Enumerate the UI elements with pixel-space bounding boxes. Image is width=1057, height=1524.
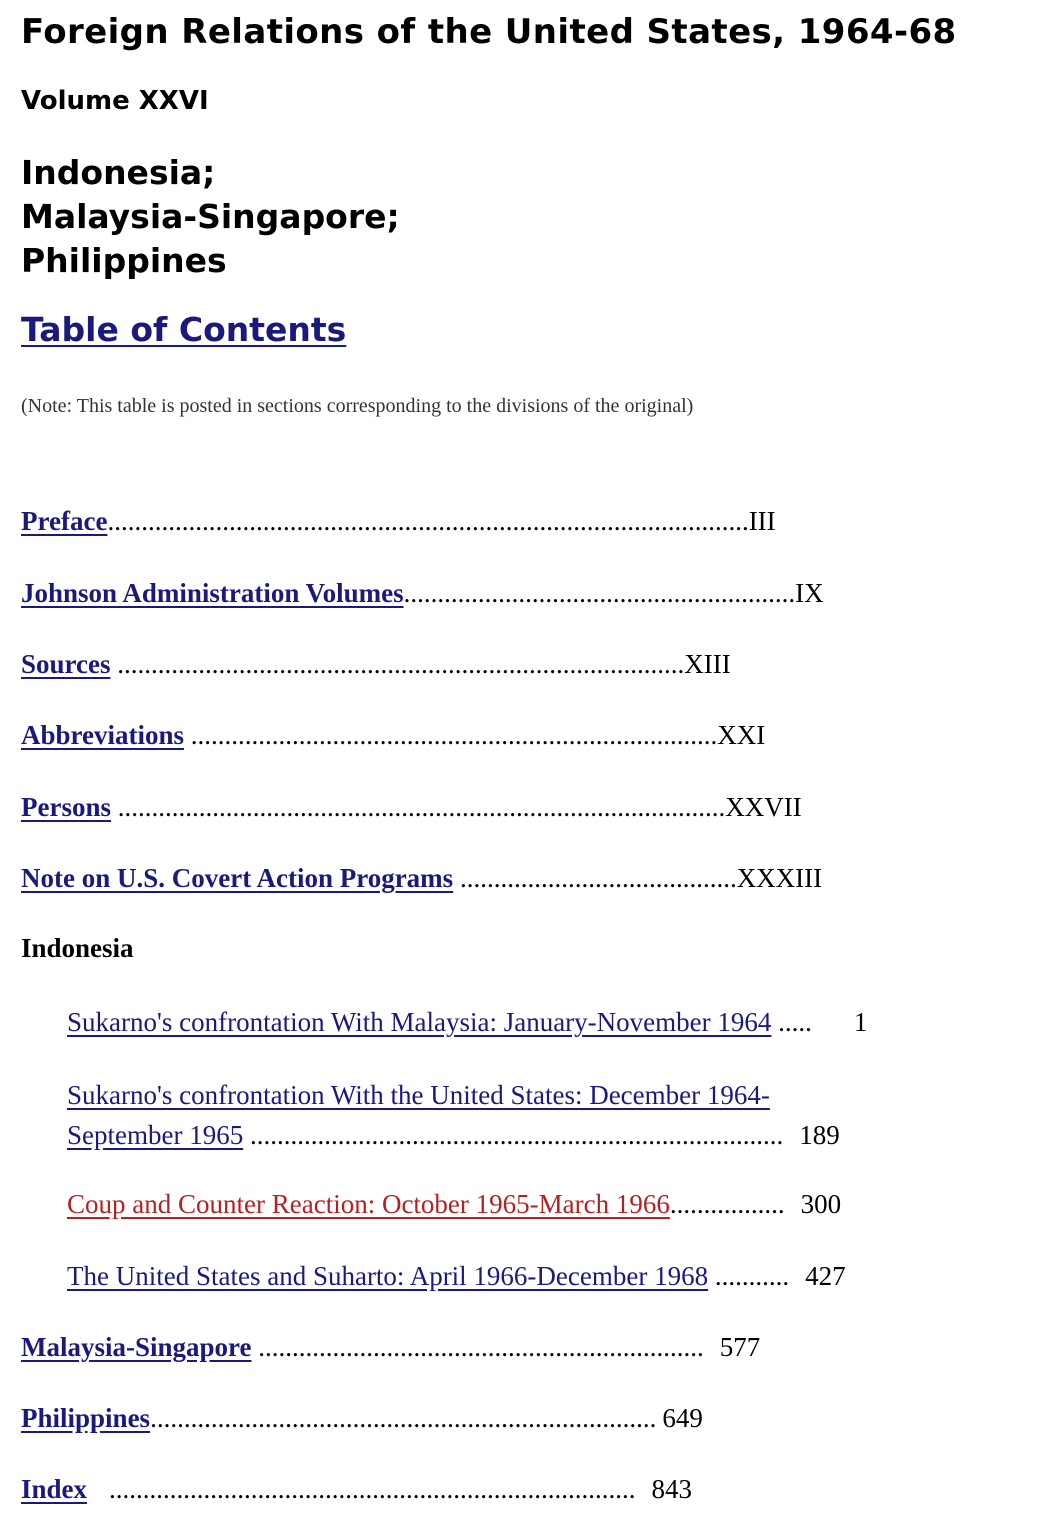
- page-number: IX: [795, 578, 824, 608]
- toc-row-indonesia-1: [67, 1005, 867, 1039]
- preface-link[interactable]: Preface: [21, 506, 108, 536]
- abbreviations-link[interactable]: Abbreviations: [21, 720, 185, 750]
- sources-link[interactable]: Sources: [21, 649, 111, 679]
- confrontation-malaysia-link[interactable]: Sukarno's confrontation With Malaysia: January-November 1964: [67, 1007, 772, 1037]
- dot-leader: ..................................................................: [258, 1332, 704, 1362]
- dot-leader: ..............................................................................: [190, 720, 718, 750]
- toc-row-indonesia-3: [67, 1187, 841, 1221]
- persons-link[interactable]: Persons: [21, 792, 111, 822]
- index-link[interactable]: Index: [21, 1474, 88, 1504]
- dot-leader: ..............................................................................: [109, 1474, 636, 1504]
- page-number: III: [748, 506, 776, 536]
- dot-leader: .................: [669, 1189, 785, 1219]
- johnson-volumes-link[interactable]: Johnson Administration Volumes: [21, 578, 404, 608]
- page-number: 649: [662, 1403, 703, 1433]
- dot-leader: .........................................: [459, 863, 737, 893]
- page-number: 300: [800, 1189, 842, 1219]
- dot-leader: ....................................................................................: [117, 649, 685, 679]
- page-number: 189: [799, 1120, 840, 1150]
- toc-row-malaysia: [21, 1330, 760, 1364]
- subtitle-line: Philippines: [21, 241, 227, 280]
- page-title: Foreign Relations of the United States, 1964-68: [21, 12, 957, 52]
- toc-row-indonesia-4: [67, 1259, 846, 1293]
- volume-label: Volume XXVI: [21, 86, 209, 116]
- toc-row-index: [21, 1472, 692, 1506]
- confrontation-us-link-cont[interactable]: September 1965: [67, 1120, 244, 1150]
- section-heading-indonesia: Indonesia: [21, 933, 134, 963]
- toc-row-sources: [21, 647, 731, 681]
- page-number: XXI: [717, 720, 766, 750]
- toc-row-persons: [21, 790, 802, 824]
- page-number: 843: [651, 1474, 693, 1504]
- dot-leader: ...........: [714, 1261, 790, 1291]
- dot-leader: .....: [778, 1007, 812, 1037]
- us-and-suharto-link[interactable]: The United States and Suharto: April 1966-December 1968: [67, 1261, 709, 1291]
- dot-leader: ...............................................................................: [249, 1120, 784, 1150]
- covert-action-link[interactable]: Note on U.S. Covert Action Programs: [21, 863, 454, 893]
- malaysia-singapore-link[interactable]: Malaysia-Singapore: [21, 1332, 252, 1362]
- subtitle-line: Malaysia-Singapore;: [21, 197, 400, 236]
- dot-leader: ..........................................................: [403, 578, 796, 608]
- subtitle-line: Indonesia;: [21, 153, 216, 192]
- volume-subtitle: [21, 151, 400, 283]
- page-number: XIII: [684, 649, 731, 679]
- page-number: 427: [805, 1261, 846, 1291]
- toc-row-johnson: [21, 576, 824, 610]
- page-number: XXVII: [725, 792, 802, 822]
- confrontation-us-link[interactable]: Sukarno's confrontation With the United States: December 1964-: [67, 1080, 770, 1110]
- toc-row-indonesia-2: [67, 1075, 840, 1155]
- toc-note: (Note: This table is posted in sections corresponding to the divisions of the original): [21, 395, 694, 417]
- dot-leader: ...........................................................................: [150, 1403, 657, 1433]
- philippines-link[interactable]: Philippines: [21, 1403, 151, 1433]
- coup-counter-reaction-link[interactable]: Coup and Counter Reaction: October 1965-March 1966: [67, 1189, 670, 1219]
- toc-row-covert-action: [21, 861, 822, 895]
- page-number: 577: [719, 1332, 761, 1362]
- toc-row-preface: [21, 504, 776, 538]
- toc-row-abbreviations: [21, 718, 765, 752]
- toc-heading-link[interactable]: Table of Contents: [21, 310, 347, 349]
- dot-leader: ...............................................................................................: [107, 506, 749, 536]
- page-number: 1: [853, 1007, 868, 1037]
- dot-leader: ..........................................................................................: [117, 792, 726, 822]
- page-number: XXXIII: [736, 863, 823, 893]
- toc-row-philippines: [21, 1401, 703, 1435]
